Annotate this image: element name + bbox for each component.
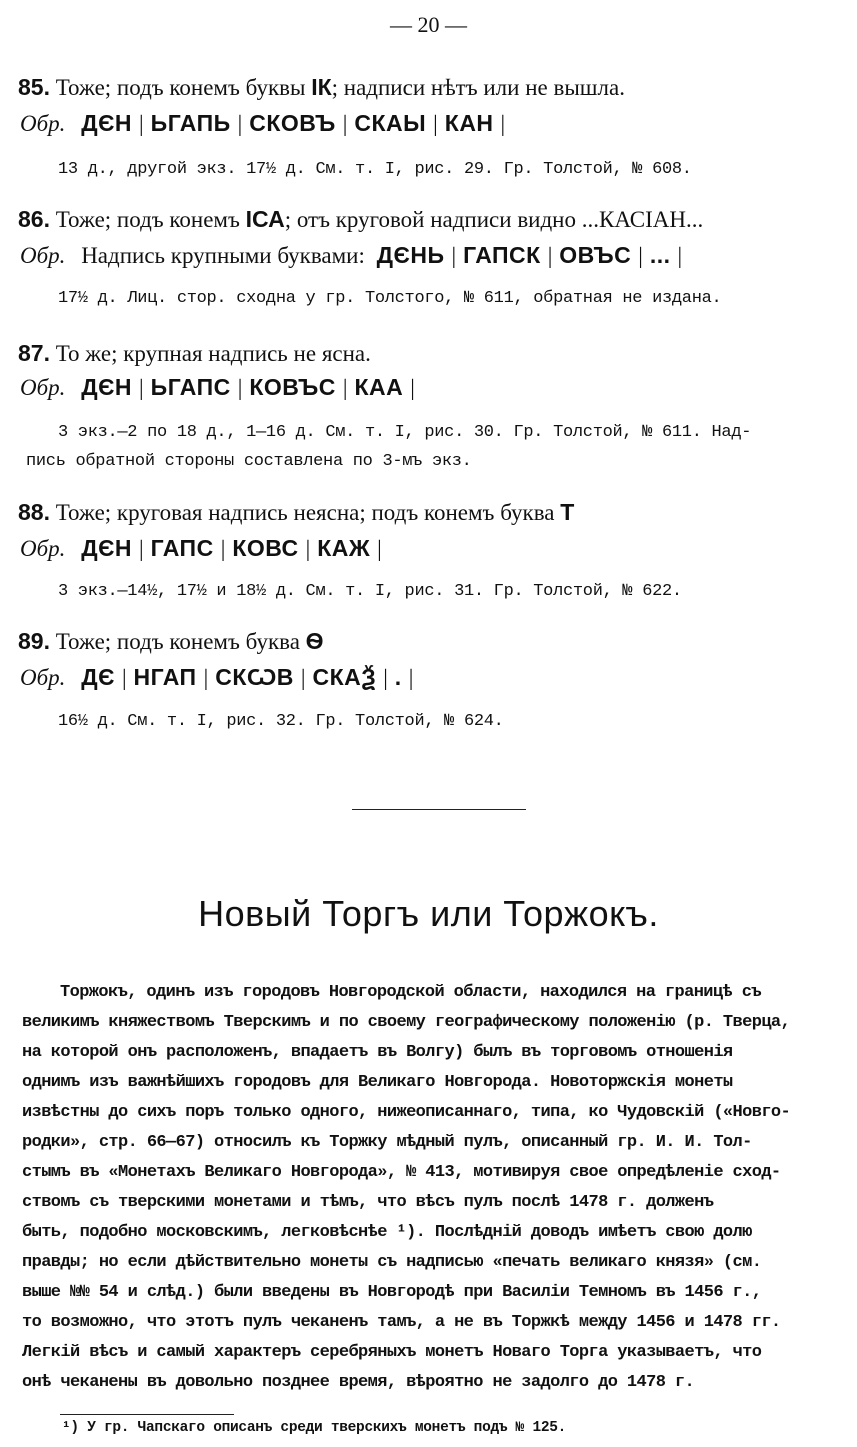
entry-number: 87. xyxy=(18,340,50,366)
entry-85-note: 13 д., другой экз. 17½ д. См. т. I, рис. 29. Гр. Толстой, № 608. xyxy=(58,160,692,179)
paragraph-line: великимъ княжествомъ Тверскимъ и по своему географическому положенію (р. Тверца, xyxy=(22,1013,791,1032)
entry-87-title xyxy=(18,340,371,367)
entry-88-title xyxy=(18,499,574,526)
entry-85-obverse: Обр. ДЄН | ЬГАПЬ | СКОВЪ | СКАЫ | КАН | xyxy=(20,110,506,136)
obverse-segment: СКОВЪ xyxy=(249,110,336,136)
section-title: Новый Торгъ или Торжокъ. xyxy=(198,893,659,934)
obverse-segment: КАН xyxy=(444,110,494,136)
obverse-label: Обр. xyxy=(20,243,66,268)
obverse-label: Обр. xyxy=(20,665,66,690)
entry-mark: ІСА xyxy=(245,206,285,232)
entry-number: 85. xyxy=(18,74,50,100)
section-divider xyxy=(352,809,526,810)
obverse-label: Обр. xyxy=(20,375,66,400)
paragraph-line: то возможно, что этотъ пулъ чеканенъ тамъ, а не въ Торжкѣ между 1456 и 1478 гг. xyxy=(22,1313,781,1332)
obverse-segment: ДЄН xyxy=(81,110,133,136)
entry-89-obverse: Обр. ДЄ | НГАП | СКѠВ | СКАѮ | . | xyxy=(20,664,414,690)
entry-text: Тоже; круговая надпись неясна; подъ конемъ буква xyxy=(55,500,555,525)
footnote: ¹) У гр. Чапскаго описанъ среди тверскихъ монетъ подъ № 125. xyxy=(62,1420,567,1436)
obverse-label: Обр. xyxy=(20,111,66,136)
paragraph-line: родки», стр. 66—67) относилъ къ Торжку мѣдный пулъ, описанный гр. И. И. Тол- xyxy=(22,1133,752,1152)
entry-89-title xyxy=(18,628,324,655)
obverse-segment: НГАП xyxy=(133,664,197,690)
footnote-rule xyxy=(60,1414,234,1415)
entry-86-note: 17½ д. Лиц. стор. сходна у гр. Толстого, № 611, обратная не издана. xyxy=(58,289,722,308)
obverse-segment: СКАЫ xyxy=(354,110,427,136)
paragraph-line: правды; но если дѣйствительно монеты съ надписью «печать великаго князя» (см. xyxy=(22,1253,762,1272)
entry-text: Тоже; подъ конемъ буквы xyxy=(55,75,306,100)
entry-rest: ; отъ круговой надписи видно ...КАСІАН... xyxy=(284,207,704,232)
obverse-segment: КОВЪС xyxy=(249,374,336,400)
obverse-segment: ... xyxy=(649,242,671,268)
paragraph-line: быть, подобно московскимъ, легковѣснѣе ¹). Послѣдній доводъ имѣетъ свою долю xyxy=(22,1223,752,1242)
paragraph-line: Легкій вѣсъ и самый характеръ серебряныхъ монетъ Новаго Торга указываетъ, что xyxy=(22,1343,762,1362)
paragraph-line: извѣстны до сихъ поръ только одного, нижеописаннаго, типа, ко Чудовскій («Новго- xyxy=(22,1103,791,1122)
entry-text: Тоже; подъ конемъ буква xyxy=(55,629,300,654)
paragraph-line: однимъ изъ важнѣйшихъ городовъ для Великаго Новгорода. Новоторжскія монеты xyxy=(22,1073,733,1092)
paragraph-line: Торжокъ, одинъ изъ городовъ Новгородской области, находился на границѣ съ xyxy=(60,983,761,1002)
obverse-segment: . xyxy=(394,664,402,690)
entry-86-obverse: Обр. Надпись крупными буквами: ДЄНЬ | ГАПСК | ОВЪС | ... | xyxy=(20,242,683,268)
obverse-segment: ДЄН xyxy=(81,535,133,561)
obverse-segment: ГАПСК xyxy=(463,242,541,268)
entry-88-note: 3 экз.—14½, 17½ и 18½ д. См. т. I, рис. 31. Гр. Толстой, № 622. xyxy=(58,582,682,601)
obverse-segment: ОВЪС xyxy=(559,242,632,268)
entry-number: 88. xyxy=(18,499,50,525)
entry-88-obverse: Обр. ДЄН | ГАПС | КОВС | КАЖ | xyxy=(20,535,382,561)
paragraph-line: выше №№ 54 и слѣд.) были введены въ Новгородѣ при Василіи Темномъ въ 1456 г., xyxy=(22,1283,762,1302)
entry-text: То же; крупная надпись не ясна. xyxy=(55,341,371,366)
entry-mark: Т xyxy=(560,499,575,525)
obverse-segment: ЬГАПС xyxy=(150,374,231,400)
obverse-label: Обр. xyxy=(20,536,66,561)
entry-mark: Ѳ xyxy=(305,628,324,654)
paragraph-line: онѣ чеканены въ довольно позднее время, вѣроятно не задолго до 1478 г. xyxy=(22,1373,695,1392)
obverse-segment: ГАПС xyxy=(150,535,214,561)
entry-rest: ; надписи нѣтъ или не вышла. xyxy=(331,75,625,100)
entry-89-note: 16½ д. См. т. I, рис. 32. Гр. Толстой, № 624. xyxy=(58,712,504,731)
entry-87-note: 3 экз.—2 по 18 д., 1—16 д. См. т. I, рис. 30. Гр. Толстой, № 611. Над- xyxy=(58,423,752,442)
obverse-segment: ДЄН xyxy=(81,374,133,400)
obverse-segment: ДЄНЬ xyxy=(376,242,445,268)
entry-number: 86. xyxy=(18,206,50,232)
entry-87-obverse: Обр. ДЄН | ЬГАПС | КОВЪС | КАА | xyxy=(20,374,415,400)
obverse-segment: КАЖ xyxy=(317,535,371,561)
obverse-segment: ДЄ xyxy=(81,664,115,690)
obverse-description: Надпись крупными буквами: xyxy=(81,243,365,268)
obverse-segment: КАА xyxy=(354,374,404,400)
paragraph-line: стымъ въ «Монетахъ Великаго Новгорода», № 413, мотивируя свое опредѣленіе сход- xyxy=(22,1163,781,1182)
entry-87-note-continued: пись обратной стороны составлена по 3-мъ экз. xyxy=(26,452,472,471)
entry-mark: ІК xyxy=(311,74,332,100)
obverse-segment: КОВС xyxy=(232,535,299,561)
entry-number: 89. xyxy=(18,628,50,654)
obverse-segment: СКѠВ xyxy=(215,664,294,690)
page-number: — 20 — xyxy=(390,12,467,37)
paragraph-line: на которой онъ расположенъ, впадаетъ въ Волгу) былъ въ торговомъ отношенія xyxy=(22,1043,733,1062)
obverse-segment: ЬГАПЬ xyxy=(150,110,231,136)
paragraph-line: ствомъ съ тверскими монетами и тѣмъ, что вѣсъ пулъ послѣ 1478 г. долженъ xyxy=(22,1193,714,1212)
entry-86-title xyxy=(18,206,703,233)
obverse-segment: СКАѮ xyxy=(312,664,377,690)
entry-text: Тоже; подъ конемъ xyxy=(55,207,240,232)
entry-85-title xyxy=(18,74,625,101)
